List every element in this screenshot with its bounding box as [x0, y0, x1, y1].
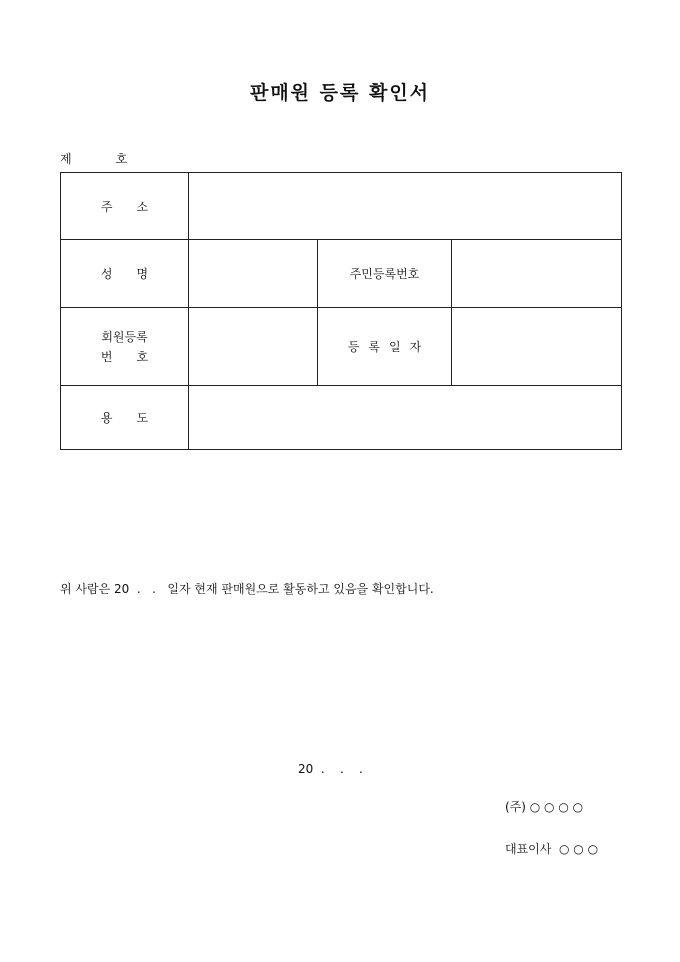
registration-date-value-cell[interactable] — [452, 308, 622, 386]
purpose-value-cell[interactable] — [189, 386, 622, 450]
registration-date-label: 등 록 일 자 — [318, 308, 452, 386]
doc-number-prefix: 제 — [60, 152, 72, 166]
company-name: (주) ○ ○ ○ ○ — [505, 800, 584, 814]
address-value-cell[interactable] — [189, 173, 622, 240]
member-number-label: 회원등록 번 호 — [61, 308, 189, 386]
table-row-address — [61, 173, 622, 240]
member-number-value-cell[interactable] — [189, 308, 318, 386]
confirmation-statement: 위 사람은 20 . . 일자 현재 판매원으로 활동하고 있음을 확인합니다. — [60, 582, 434, 596]
table-row-purpose — [61, 386, 622, 450]
doc-number-suffix: 호 — [115, 152, 128, 166]
resident-number-value-cell[interactable] — [452, 240, 622, 308]
registration-form-table — [60, 172, 622, 450]
table-row-name — [61, 240, 622, 308]
name-label: 성 명 — [61, 240, 189, 308]
issue-date: 20 . . . — [298, 762, 363, 776]
purpose-label: 용 도 — [61, 386, 189, 450]
document-title: 판매원 등록 확인서 — [249, 82, 431, 104]
table-row-member — [61, 308, 622, 386]
resident-number-label: 주민등록번호 — [318, 240, 452, 308]
ceo-signature-line: 대표이사 ○ ○ ○ — [505, 842, 599, 856]
name-value-cell[interactable] — [189, 240, 318, 308]
document-number — [60, 150, 127, 167]
address-label: 주 소 — [61, 173, 189, 240]
